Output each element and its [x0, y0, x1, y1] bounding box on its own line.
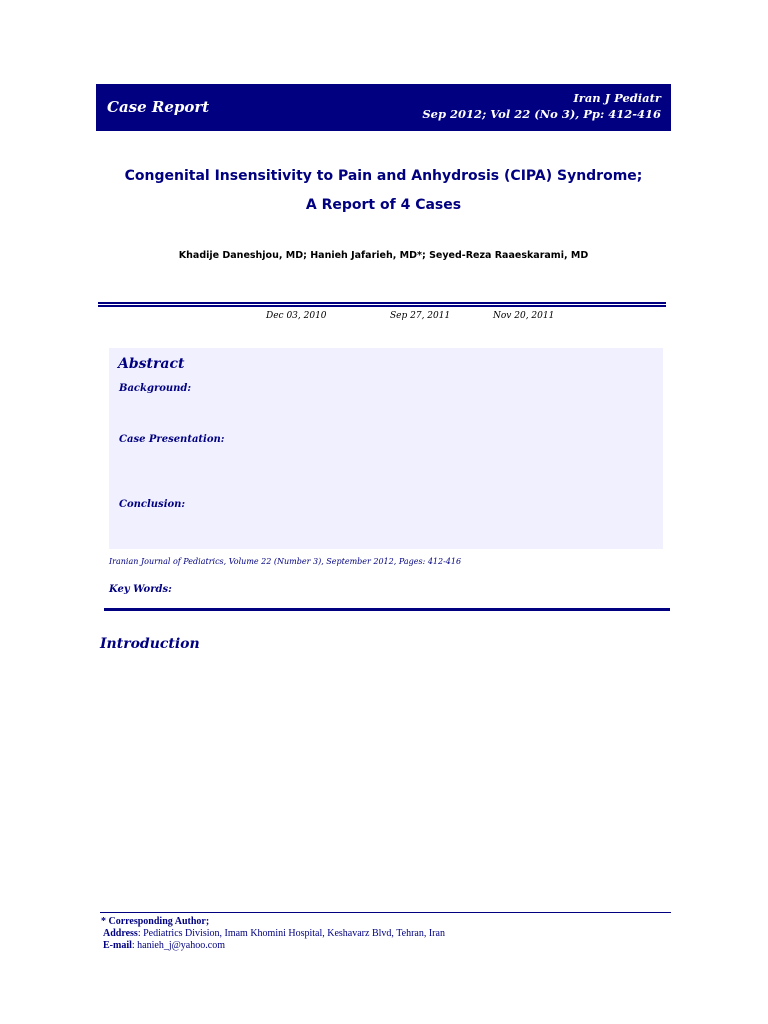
email-value: : hanieh_j@yahoo.com [131, 940, 225, 951]
keywords-label: Key Words: [109, 584, 172, 595]
address-label: Address [103, 928, 138, 939]
section-divider [98, 302, 666, 307]
journal-info [422, 90, 661, 122]
introduction-heading: Introduction [100, 636, 200, 652]
abstract-box [109, 348, 663, 549]
article-title-line1: Congenital Insensitivity to Pain and Anhydrosis (CIPA) Syndrome; [124, 168, 643, 184]
header-banner [96, 84, 671, 131]
address-value: : Pediatrics Division, Imam Khomini Hospital, Keshavarz Blvd, Tehran, Iran [137, 928, 445, 939]
article-title-line2: A Report of 4 Cases [305, 197, 462, 213]
footnote-rule [100, 912, 671, 913]
date-revised: Sep 27, 2011 [390, 311, 451, 321]
case-presentation-label: Case Presentation: [119, 434, 225, 445]
citation-line: Iranian Journal of Pediatrics, Volume 22 (Number 3), September 2012, Pages: 412-416 [109, 557, 462, 566]
background-label: Background: [119, 383, 192, 394]
footnote-corresponding [101, 916, 209, 928]
date-accepted: Nov 20, 2011 [493, 311, 555, 321]
email-label: E-mail [103, 940, 132, 951]
footnote-address [103, 928, 445, 940]
conclusion-label: Conclusion: [119, 499, 186, 510]
corresponding-author-label: * Corresponding Author; [101, 916, 210, 927]
article-type-label: Case Report [107, 98, 210, 116]
date-received: Dec 03, 2010 [266, 311, 327, 321]
journal-name: Iran J Pediatr [573, 91, 661, 105]
abstract-heading: Abstract [118, 356, 185, 372]
footnote-email [103, 940, 225, 952]
abstract-bottom-rule [104, 608, 670, 611]
journal-issue: Sep 2012; Vol 22 (No 3), Pp: 412-416 [422, 107, 661, 121]
author-list: Khadije Daneshjou, MD; Hanieh Jafarieh, MD*; Seyed-Reza Raaeskarami, MD [178, 250, 589, 261]
